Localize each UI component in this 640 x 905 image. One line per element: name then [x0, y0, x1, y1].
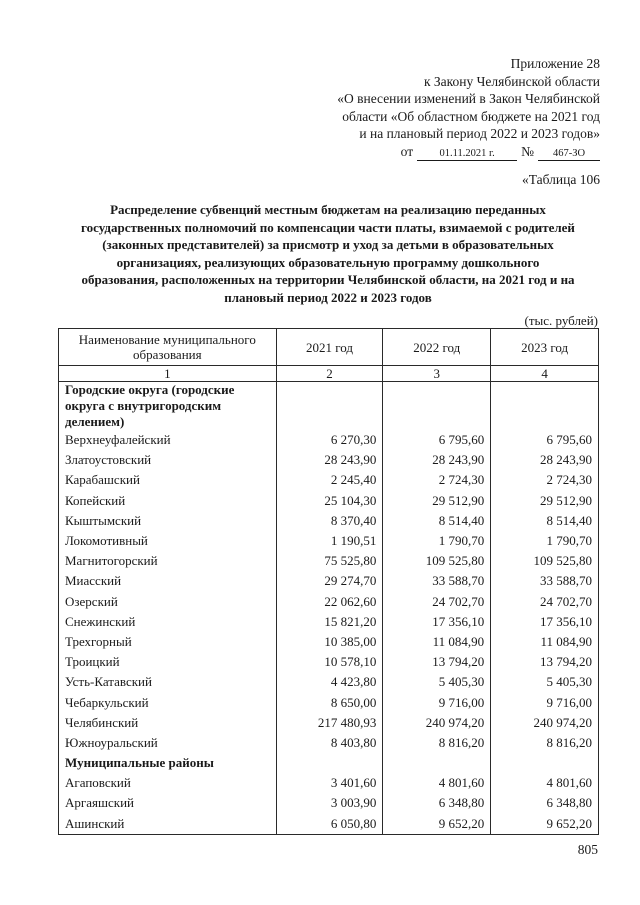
value-2022: 28 243,90: [383, 450, 491, 470]
group-row: [59, 382, 599, 431]
appendix-law-title-3: и на плановый период 2022 и 2023 годов»: [359, 126, 600, 141]
col-index-4: 4: [491, 366, 599, 382]
law-date: 01.11.2021 г.: [417, 148, 517, 161]
group-title: Муниципальные районы: [59, 753, 277, 773]
value-2022: 1 790,70: [383, 531, 491, 551]
group-row: [59, 753, 599, 773]
value-2023: 5 405,30: [491, 672, 599, 692]
table-row: [59, 814, 599, 835]
table-row: [59, 652, 599, 672]
appendix-law-ref: к Закону Челябинской области: [423, 73, 600, 89]
value-2021: 217 480,93: [276, 713, 383, 733]
col-index-1: 1: [59, 366, 277, 382]
municipality-name: Челябинский: [59, 713, 277, 733]
value-2023: 9 652,20: [491, 814, 599, 835]
municipality-name: Верхнеуфалейский: [59, 430, 277, 450]
table-row: [59, 733, 599, 753]
municipality-name: Карабашский: [59, 470, 277, 490]
col-index-3: 3: [383, 366, 491, 382]
municipality-name: Миасский: [59, 571, 277, 591]
appendix-law-title-1: «О внесении изменений в Закон Челябинской: [337, 91, 600, 106]
table-header-row: [59, 329, 599, 366]
value-2022: 29 512,90: [383, 491, 491, 511]
table-row: [59, 511, 599, 531]
municipality-name: Озерский: [59, 592, 277, 612]
group-empty-cell: [383, 753, 491, 773]
page-number: 805: [577, 842, 598, 857]
value-2023: 2 724,30: [491, 470, 599, 490]
value-2021: 8 370,40: [276, 511, 383, 531]
municipality-name: Ашинский: [59, 814, 277, 835]
table-row: [59, 491, 599, 511]
value-2021: 6 270,30: [276, 430, 383, 450]
value-2022: 109 525,80: [383, 551, 491, 571]
table-row: [59, 713, 599, 733]
value-2022: 9 716,00: [383, 692, 491, 712]
group-empty-cell: [276, 382, 383, 431]
table-row: [59, 612, 599, 632]
subvention-table: [58, 328, 599, 835]
group-title: Городские округа (городские округа с внутригородским делением): [59, 382, 277, 431]
municipality-name: Аргаяшский: [59, 793, 277, 813]
value-2022: 4 801,60: [383, 773, 491, 793]
law-number: 467-ЗО: [538, 148, 600, 161]
value-2022: 8 514,40: [383, 511, 491, 531]
table-row: [59, 551, 599, 571]
value-2021: 8 403,80: [276, 733, 383, 753]
document-title: Распределение субвенций местным бюджетам на реализацию переданных государственных полномочий по компенсации части платы, взимаемой с родителей (законных представителей) за присмотр и уход за детьми в образовательных организациях, реализующих образовательную программу дошкольного образования, расположенных на территории Челябинской области, на 2021 год и на плановый период 2022 и 2023 годов: [81, 202, 575, 305]
value-2022: 9 652,20: [383, 814, 491, 835]
value-2021: 15 821,20: [276, 612, 383, 632]
table-row: [59, 531, 599, 551]
value-2023: 9 716,00: [491, 692, 599, 712]
value-2021: 10 385,00: [276, 632, 383, 652]
units-label: (тыс. рублей): [524, 313, 598, 328]
col-index-2: 2: [276, 366, 383, 382]
table-row: [59, 592, 599, 612]
value-2021: 8 650,00: [276, 692, 383, 712]
value-2023: 11 084,90: [491, 632, 599, 652]
group-empty-cell: [491, 382, 599, 431]
value-2023: 17 356,10: [491, 612, 599, 632]
group-empty-cell: [491, 753, 599, 773]
municipality-name: Усть-Катавский: [59, 672, 277, 692]
municipality-name: Южноуральский: [59, 733, 277, 753]
appendix-header: [300, 55, 600, 161]
value-2023: 6 348,80: [491, 793, 599, 813]
value-2022: 24 702,70: [383, 592, 491, 612]
municipality-name: Магнитогорский: [59, 551, 277, 571]
value-2021: 3 003,90: [276, 793, 383, 813]
number-label: №: [521, 143, 534, 159]
table-row: [59, 692, 599, 712]
value-2022: 13 794,20: [383, 652, 491, 672]
table-row: [59, 632, 599, 652]
value-2023: 8 514,40: [491, 511, 599, 531]
value-2023: 109 525,80: [491, 551, 599, 571]
value-2023: 4 801,60: [491, 773, 599, 793]
date-label: от: [400, 143, 414, 159]
value-2022: 17 356,10: [383, 612, 491, 632]
value-2021: 22 062,60: [276, 592, 383, 612]
value-2022: 11 084,90: [383, 632, 491, 652]
municipality-name: Копейский: [59, 491, 277, 511]
value-2023: 29 512,90: [491, 491, 599, 511]
table-index-row: [59, 366, 599, 382]
value-2022: 5 405,30: [383, 672, 491, 692]
table-row: [59, 571, 599, 591]
table-row: [59, 470, 599, 490]
col-header-2021: 2021 год: [276, 329, 383, 366]
value-2022: 6 795,60: [383, 430, 491, 450]
municipality-name: Локомотивный: [59, 531, 277, 551]
table-row: [59, 773, 599, 793]
value-2022: 6 348,80: [383, 793, 491, 813]
col-header-municipality: Наименование муниципального образования: [59, 329, 277, 366]
value-2021: 4 423,80: [276, 672, 383, 692]
value-2023: 6 795,60: [491, 430, 599, 450]
value-2022: 33 588,70: [383, 571, 491, 591]
value-2022: 8 816,20: [383, 733, 491, 753]
value-2023: 240 974,20: [491, 713, 599, 733]
value-2021: 1 190,51: [276, 531, 383, 551]
group-empty-cell: [383, 382, 491, 431]
appendix-number: Приложение 28: [510, 56, 600, 71]
value-2023: 24 702,70: [491, 592, 599, 612]
municipality-name: Кыштымский: [59, 511, 277, 531]
group-empty-cell: [276, 753, 383, 773]
municipality-name: Снежинский: [59, 612, 277, 632]
value-2023: 13 794,20: [491, 652, 599, 672]
value-2021: 6 050,80: [276, 814, 383, 835]
municipality-name: Троицкий: [59, 652, 277, 672]
municipality-name: Чебаркульский: [59, 692, 277, 712]
value-2023: 1 790,70: [491, 531, 599, 551]
law-date-number: [300, 143, 600, 161]
value-2023: 8 816,20: [491, 733, 599, 753]
value-2021: 28 243,90: [276, 450, 383, 470]
table-row: [59, 793, 599, 813]
value-2021: 25 104,30: [276, 491, 383, 511]
value-2021: 10 578,10: [276, 652, 383, 672]
table-row: [59, 672, 599, 692]
value-2021: 3 401,60: [276, 773, 383, 793]
appendix-law-title-2: области «Об областном бюджете на 2021 год: [342, 108, 600, 124]
col-header-2022: 2022 год: [383, 329, 491, 366]
value-2023: 33 588,70: [491, 571, 599, 591]
table-row: [59, 430, 599, 450]
table-reference: «Таблица 106: [522, 172, 600, 187]
col-header-2023: 2023 год: [491, 329, 599, 366]
value-2022: 240 974,20: [383, 713, 491, 733]
value-2021: 29 274,70: [276, 571, 383, 591]
table-row: [59, 450, 599, 470]
municipality-name: Трехгорный: [59, 632, 277, 652]
value-2022: 2 724,30: [383, 470, 491, 490]
municipality-name: Златоустовский: [59, 450, 277, 470]
municipality-name: Агаповский: [59, 773, 277, 793]
value-2021: 75 525,80: [276, 551, 383, 571]
value-2023: 28 243,90: [491, 450, 599, 470]
value-2021: 2 245,40: [276, 470, 383, 490]
